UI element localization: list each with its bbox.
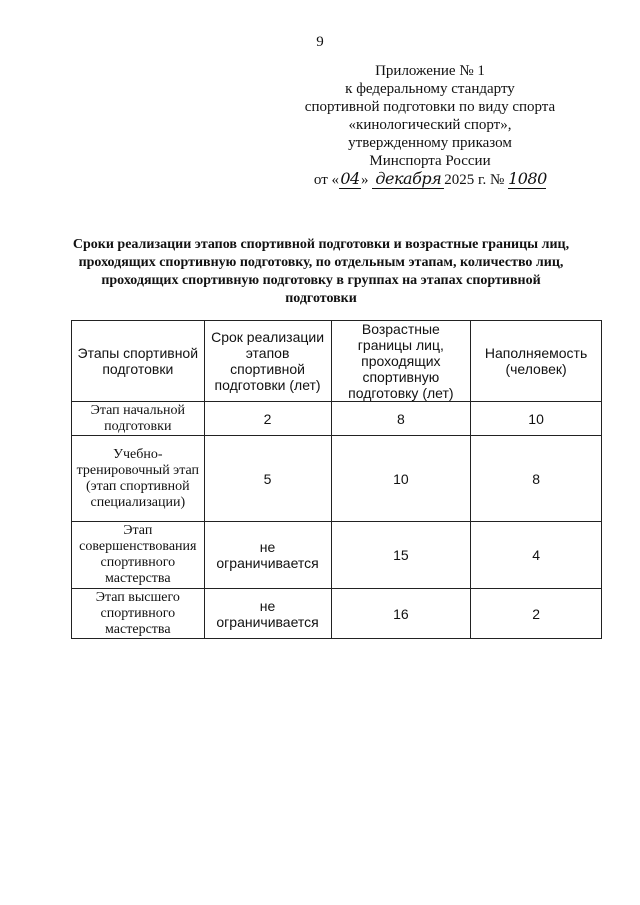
cell-stage: Учебно-тренировочный этап (этап спортивной специализации): [72, 436, 205, 522]
cell-age: 10: [331, 436, 471, 522]
order-date-line: [280, 170, 580, 189]
appendix-line: спортивной подготовки по виду спорта: [304, 99, 556, 115]
table-header-row: [72, 321, 602, 402]
cell-stage: Этап совершенствования спортивного мастерства: [72, 522, 205, 589]
appendix-line: «кинологический спорт»,: [348, 117, 512, 133]
cell-duration: не ограничивается: [204, 589, 331, 639]
handwritten-month: декабря: [372, 170, 444, 189]
appendix-header: [280, 62, 580, 189]
table-row: [72, 522, 602, 589]
date-mid: »: [361, 172, 369, 188]
document-title: Сроки реализации этапов спортивной подготовки и возрастные границы лиц, проходящих спортивную подготовку, по отдельным этапам, количество лиц, проходящих спортивную подготовку в группах на этапах спортивной подготовки: [72, 237, 570, 306]
appendix-line: к федеральному стандарту: [345, 81, 515, 97]
cell-size: 2: [471, 589, 602, 639]
appendix-line: Приложение № 1: [375, 63, 485, 79]
cell-stage: Этап начальной подготовки: [72, 402, 205, 436]
appendix-line: утвержденному приказом: [348, 135, 512, 151]
page-number: 9: [316, 34, 324, 50]
cell-size: 8: [471, 436, 602, 522]
cell-age: 8: [331, 402, 471, 436]
cell-age: 16: [331, 589, 471, 639]
cell-duration: 5: [204, 436, 331, 522]
cell-size: 4: [471, 522, 602, 589]
header-size: Наполняемость (человек): [471, 321, 602, 402]
table-row: [72, 402, 602, 436]
table-row: [72, 589, 602, 639]
header-duration: Срок реализации этапов спортивной подготовки (лет): [204, 321, 331, 402]
stages-table: [71, 320, 602, 639]
table-row: [72, 436, 602, 522]
handwritten-day: 04: [340, 169, 360, 188]
cell-stage: Этап высшего спортивного мастерства: [72, 589, 205, 639]
appendix-line: Минспорта России: [369, 153, 491, 169]
cell-size: 10: [471, 402, 602, 436]
header-stage: Этапы спортивной подготовки: [72, 321, 205, 402]
header-age: Возрастные границы лиц, проходящих спортивную подготовку (лет): [331, 321, 471, 402]
date-year: 2025 г. №: [444, 172, 505, 188]
date-prefix: от «: [313, 172, 340, 188]
handwritten-order-number: 1080: [508, 169, 547, 188]
cell-duration: не ограничивается: [204, 522, 331, 589]
cell-duration: 2: [204, 402, 331, 436]
cell-age: 15: [331, 522, 471, 589]
